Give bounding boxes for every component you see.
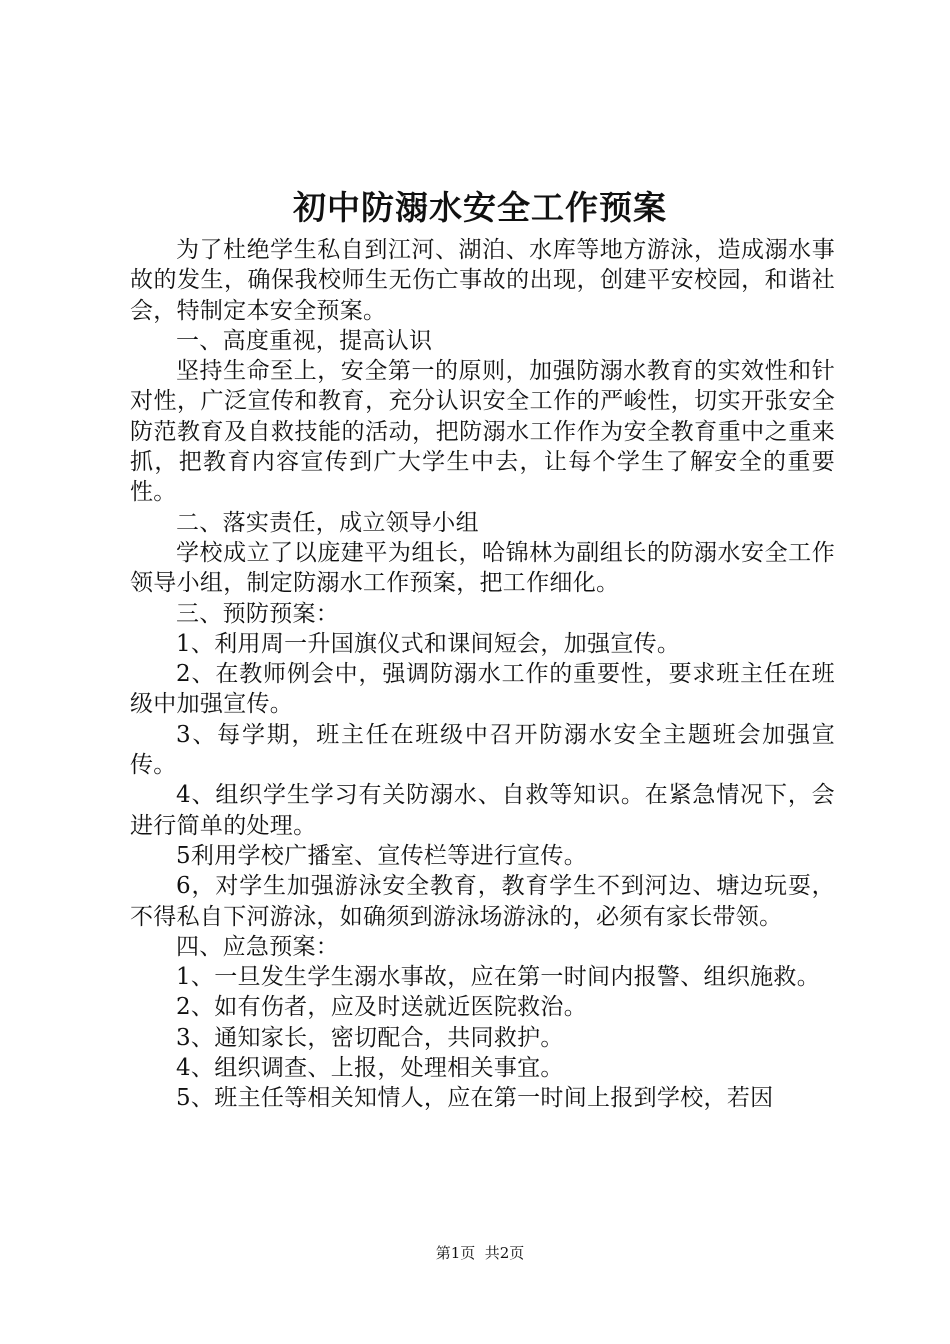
section-heading-4: 四、应急预案： xyxy=(176,933,340,960)
prevention-item: 1、利用周一升国旗仪式和课间短会，加强宣传。 xyxy=(176,630,681,657)
page-footer xyxy=(0,1243,950,1263)
document-body xyxy=(130,235,835,1114)
section-2-paragraph: 学校成立了以庞建平为组长，哈锦林为副组长的防溺水安全工作领导小组，制定防溺水工作预案，把工作细化。 xyxy=(130,539,835,597)
prevention-item: 2、在教师例会中，强调防溺水工作的重要性，要求班主任在班级中加强宣传。 xyxy=(130,661,835,718)
intro-paragraph: 为了杜绝学生私自到江河、湖泊、水库等地方游泳，造成溺水事故的发生，确保我校师生无伤亡事故的出现，创建平安校园，和谐社会，特制定本安全预案。 xyxy=(130,237,835,324)
document-title: 初中防溺水安全工作预案 xyxy=(293,188,667,227)
emergency-item: 2、如有伤者，应及时送就近医院救治。 xyxy=(176,994,588,1021)
section-heading-1: 一、高度重视，提高认识 xyxy=(176,327,433,354)
emergency-item: 3、通知家长，密切配合，共同救护。 xyxy=(176,1024,564,1051)
prevention-item: 4、组织学生学习有关防溺水、自救等知识。在紧急情况下，会进行简单的处理。 xyxy=(130,782,835,839)
emergency-item: 5、班主任等相关知情人，应在第一时间上报到学校，若因 xyxy=(176,1085,774,1112)
prevention-item: 6，对学生加强游泳安全教育，教育学生不到河边、塘边玩耍，不得私自下河游泳，如确须到游泳场游泳的，必须有家长带领。 xyxy=(130,873,835,930)
emergency-item: 1、一旦发生学生溺水事故，应在第一时间内报警、组织施救。 xyxy=(176,964,821,991)
page-number-label: 第1页 共2页 xyxy=(435,1244,525,1262)
section-heading-3: 三、预防预案： xyxy=(176,600,340,627)
prevention-item: 5利用学校广播室、宣传栏等进行宣传。 xyxy=(176,842,588,869)
emergency-item: 4、组织调查、上报，处理相关事宜。 xyxy=(176,1055,564,1082)
section-heading-2: 二、落实责任，成立领导小组 xyxy=(176,509,479,536)
section-1-paragraph: 坚持生命至上，安全第一的原则，加强防溺水教育的实效性和针对性，广泛宣传和教育，充分认识安全工作的严峻性，切实开张安全防范教育及自救技能的活动，把防溺水工作作为安全教育重中之重来抓，把教育内容宣传到广大学生中去，让每个学生了解安全的重要性。 xyxy=(130,358,835,506)
prevention-item: 3、每学期，班主任在班级中召开防溺水安全主题班会加强宣传。 xyxy=(130,721,835,779)
